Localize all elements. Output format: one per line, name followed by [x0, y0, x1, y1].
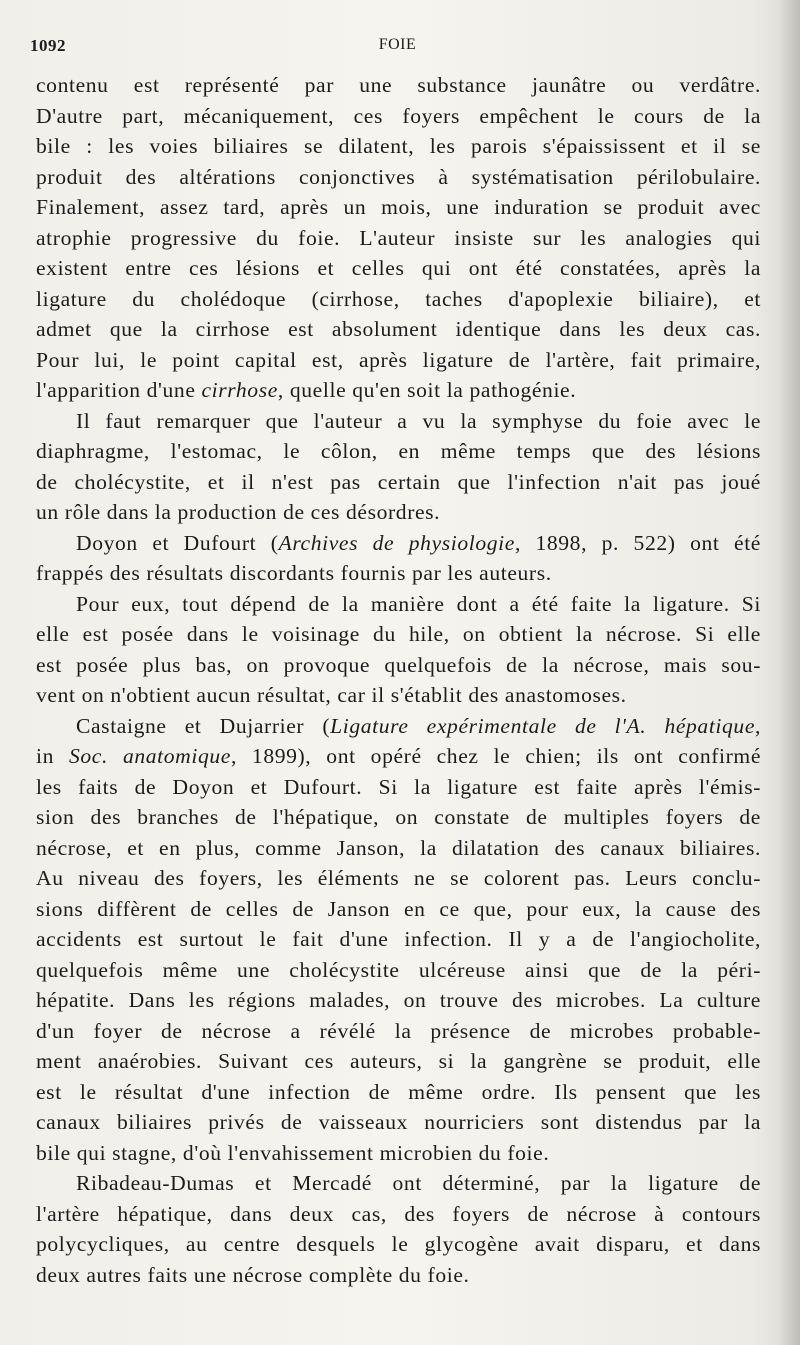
- text-line: sion des branches de l'hépatique, on constate de multiples foyers de: [36, 805, 761, 829]
- text-line: nécrose, et en plus, comme Janson, la dilatation des canaux biliaires.: [36, 835, 761, 860]
- text-line: Finalement, assez tard, après un mois, une induration se produit avec: [36, 195, 761, 219]
- text-line: Au niveau des foyers, les éléments ne se colorent pas. Leurs conclu-: [36, 866, 761, 890]
- paragraph: [36, 1168, 761, 1290]
- text-line: contenu est représenté par une substance jaunâtre ou verdâtre.: [36, 73, 761, 97]
- text-line: l'apparition d'une cirrhose, quelle qu'en soit la pathogénie.: [36, 378, 577, 402]
- text-line: diaphragme, l'estomac, le côlon, en même temps que des lésions: [36, 439, 761, 463]
- text-line: Il faut remarquer que l'auteur a vu la symphyse du foie avec le: [76, 408, 761, 433]
- running-title: FOIE: [378, 36, 417, 53]
- text-line: ligature du cholédoque (cirrhose, taches d'apoplexie biliaire), et: [36, 286, 761, 311]
- text-line: l'artère hépatique, dans deux cas, des foyers de nécrose à contours: [36, 1201, 761, 1226]
- text-line: les faits de Doyon et Dufourt. Si la ligature est faite après l'émis-: [36, 774, 761, 799]
- text-line: est le résultat d'une infection de même ordre. Ils pensent que les: [36, 1079, 761, 1104]
- paragraph: [36, 70, 761, 406]
- text-line: produit des altérations conjonctives à systématisation périlobulaire.: [36, 164, 761, 189]
- text-line: ment anaérobies. Suivant ces auteurs, si la gangrène se produit, elle: [36, 1049, 761, 1073]
- text-line: un rôle dans la production de ces désordres.: [36, 500, 441, 524]
- text-line: hépatite. Dans les régions malades, on trouve des microbes. La culture: [36, 988, 761, 1012]
- page-number: 1092: [30, 36, 66, 55]
- text-line: deux autres faits une nécrose complète du foie.: [36, 1262, 470, 1287]
- text-line: sions diffèrent de celles de Janson en ce que, pour eux, la cause des: [36, 896, 761, 921]
- text-line: quelquefois même une cholécystite ulcéreuse ainsi que de la péri-: [36, 957, 761, 982]
- page-gutter-shadow: [778, 0, 800, 1345]
- text-line: bile : les voies biliaires se dilatent, les parois s'épaississent et il se: [36, 134, 761, 158]
- paragraph: [36, 711, 761, 1169]
- paragraph: [36, 406, 761, 528]
- text-line: vent on n'obtient aucun résultat, car il s'établit des anastomoses.: [36, 683, 627, 707]
- text-line: in Soc. anatomique, 1899), ont opéré chez le chien; ils ont confirmé: [36, 744, 762, 768]
- text-line: d'un foyer de nécrose a révélé la présence de microbes probable-: [36, 1018, 761, 1043]
- text-line: canaux biliaires privés de vaisseaux nourriciers sont distendus par la: [36, 1110, 761, 1134]
- text-line: Castaigne et Dujarrier (Ligature expérimentale de l'A. hépatique,: [76, 713, 762, 738]
- text-line: Pour eux, tout dépend de la manière dont a été faite la ligature. Si: [76, 591, 761, 616]
- text-line: Pour lui, le point capital est, après ligature de l'artère, fait primaire,: [36, 347, 761, 372]
- text-line: existent entre ces lésions et celles qui ont été constatées, après la: [36, 256, 761, 280]
- text-line: frappés des résultats discordants fournis par les auteurs.: [36, 561, 552, 585]
- text-line: D'autre part, mécaniquement, ces foyers empêchent le cours de la: [36, 103, 761, 128]
- text-line: accidents est surtout le fait d'une infection. Il y a de l'angiocholite,: [36, 927, 761, 951]
- text-line: polycycliques, au centre desquels le glycogène avait disparu, et dans: [36, 1232, 761, 1256]
- paragraph: [36, 589, 761, 711]
- page-header: [30, 36, 765, 60]
- text-line: bile qui stagne, d'où l'envahissement microbien du foie.: [36, 1140, 550, 1165]
- text-line: elle est posée dans le voisinage du hile, on obtient la nécrose. Si elle: [36, 622, 761, 646]
- body-text: [36, 70, 761, 1290]
- text-line: admet que la cirrhose est absolument identique dans les deux cas.: [36, 317, 761, 341]
- text-line: atrophie progressive du foie. L'auteur insiste sur les analogies qui: [36, 225, 761, 250]
- text-line: Doyon et Dufourt (Archives de physiologie, 1898, p. 522) ont été: [76, 530, 761, 555]
- paragraph: [36, 528, 761, 589]
- text-line: est posée plus bas, on provoque quelquefois de la nécrose, mais sou-: [36, 652, 761, 677]
- text-line: Ribadeau-Dumas et Mercadé ont déterminé, par la ligature de: [76, 1171, 761, 1195]
- text-line: de cholécystite, et il n'est pas certain que l'infection n'ait pas joué: [36, 469, 761, 494]
